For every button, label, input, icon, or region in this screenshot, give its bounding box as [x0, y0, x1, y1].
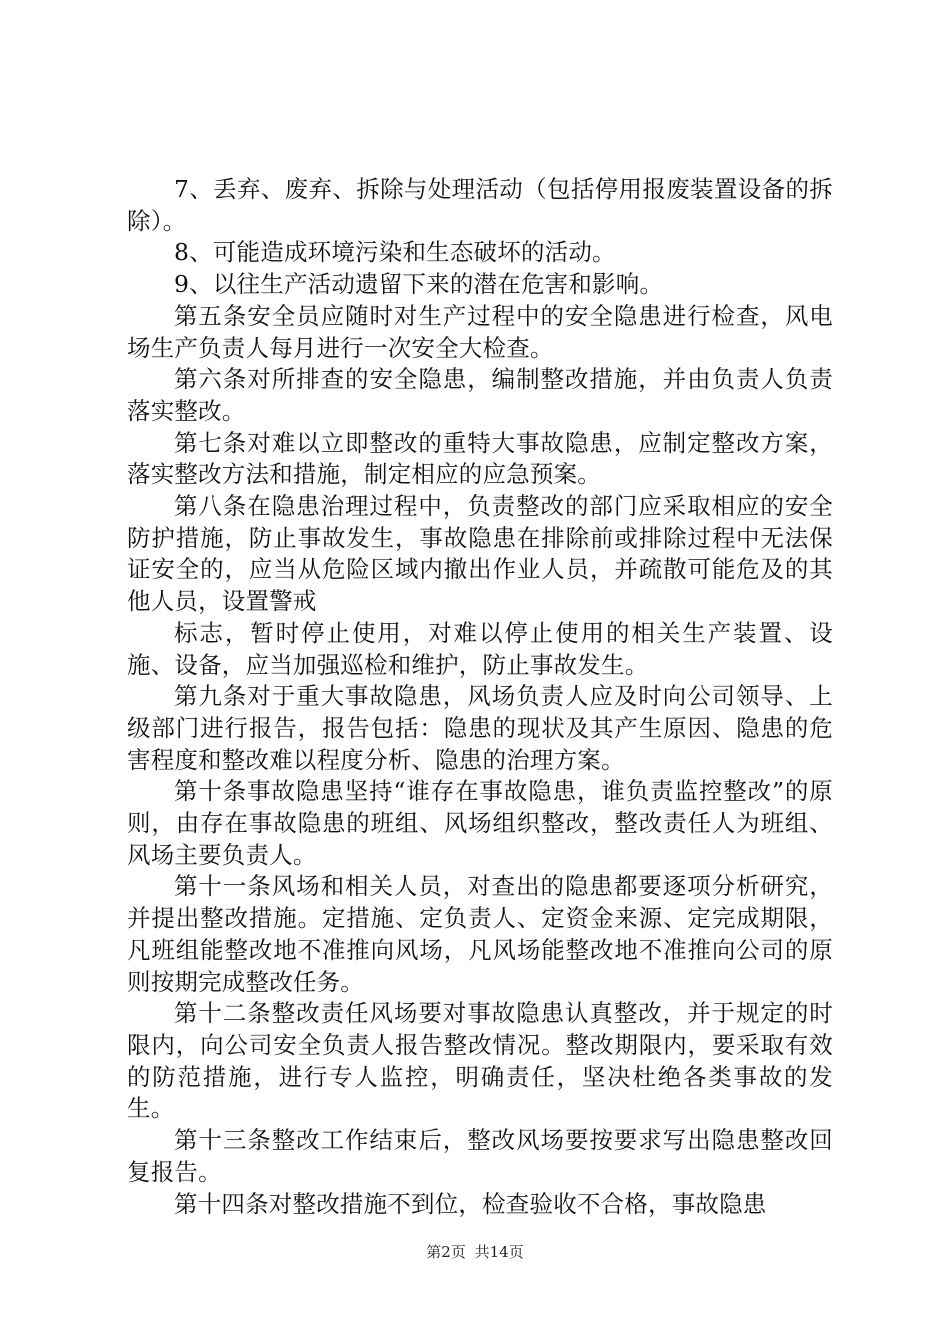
page-total: 共14页: [474, 1243, 524, 1261]
page-number: 第2页: [426, 1243, 466, 1261]
paragraph-article-6: 第六条对所排查的安全隐患，编制整改措施，并由负责人负责落实整改。: [127, 365, 833, 425]
paragraph-article-10: 第十条事故隐患坚持“谁存在事故隐患，谁负责监控整改”的原则，由存在事故隐患的班组、风场组织整改，整改责任人为班组、风场主要负责人。: [127, 777, 833, 869]
paragraph-article-14: 第十四条对整改措施不到位，检查验收不合格，事故隐患: [174, 1189, 767, 1218]
page-footer: [0, 1241, 950, 1262]
paragraph-article-8: 第八条在隐患治理过程中，负责整改的部门应采取相应的安全防护措施，防止事故发生，事故隐患在排除前或排除过程中无法保证安全的，应当从危险区域内撤出作业人员，并疏散可能危及的其他人员，设置警戒: [127, 492, 833, 616]
paragraph-article-8-continued: 标志，暂时停止使用，对难以停止使用的相关生产装置、设施、设备，应当加强巡检和维护，防止事故发生。: [127, 618, 833, 679]
paragraph-item-9: 9、以往生产活动遗留下来的潜在危害和影响。: [174, 270, 664, 299]
paragraph-article-12: 第十二条整改责任风场要对事故隐患认真整改，并于规定的时限内，向公司安全负责人报告整改情况。整改期限内，要采取有效的防范措施，进行专人监控，明确责任，坚决杜绝各类事故的发生。: [127, 999, 833, 1123]
document-body: [127, 174, 833, 1220]
paragraph-item-7: 7、丢弃、废弃、拆除与处理活动（包括停用报废装置设备的拆除）。: [127, 175, 833, 235]
paragraph-article-5: 第五条安全员应随时对生产过程中的安全隐患进行检查，风电场生产负责人每月进行一次安全大检查。: [127, 301, 833, 362]
paragraph-article-7: 第七条对难以立即整改的重特大事故隐患，应制定整改方案，落实整改方法和措施，制定相应的应急预案。: [127, 428, 833, 489]
paragraph-article-9: 第九条对于重大事故隐患，风场负责人应及时向公司领导、上级部门进行报告，报告包括：隐患的现状及其产生原因、隐患的危害程度和整改难以程度分析、隐患的治理方案。: [127, 682, 833, 774]
paragraph-article-13: 第十三条整改工作结束后，整改风场要按要求写出隐患整改回复报告。: [127, 1126, 833, 1186]
paragraph-article-11: 第十一条风场和相关人员，对查出的隐患都要逐项分析研究，并提出整改措施。定措施、定负责人、定资金来源、定完成期限，凡班组能整改地不准推向风场，凡风场能整改地不准推向公司的原则按期完成整改任务。: [127, 872, 833, 996]
paragraph-item-8: 8、可能造成环境污染和生态破坏的活动。: [174, 238, 616, 267]
